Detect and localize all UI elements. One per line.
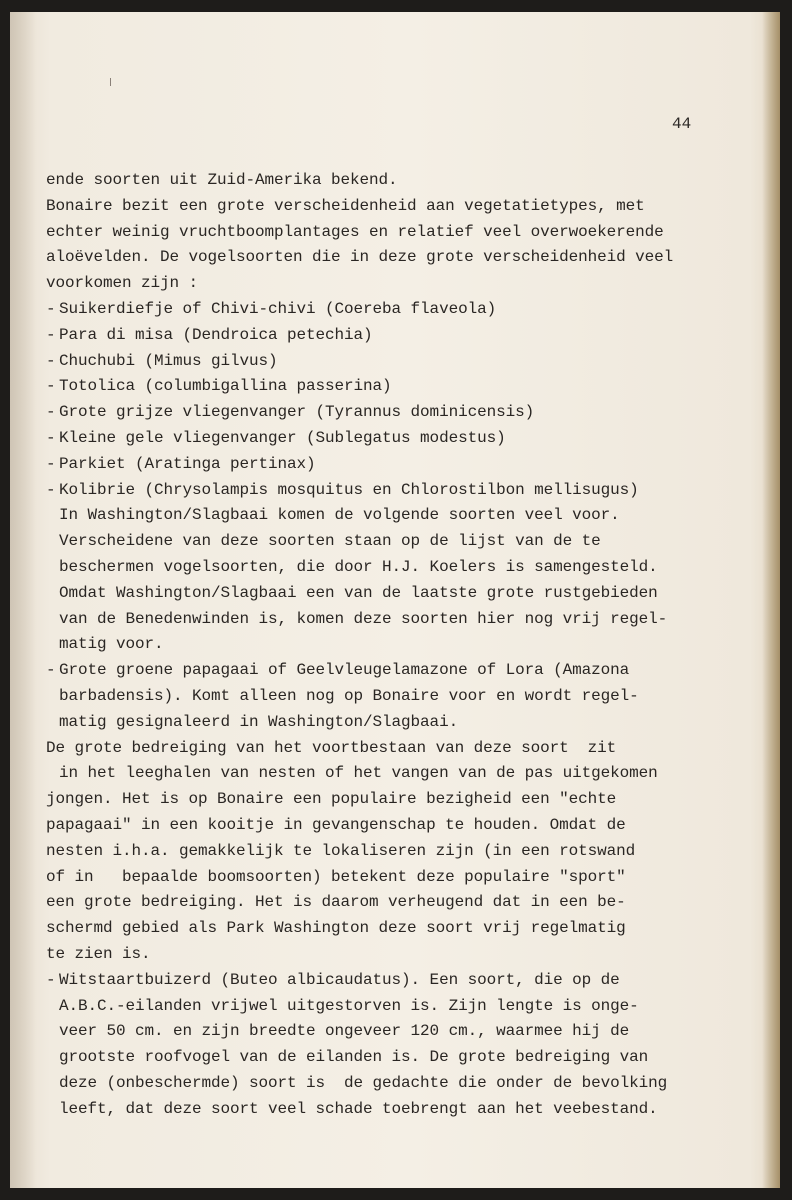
continuation-line: Verscheidene van deze soorten staan op de lijst van de te [59,532,601,551]
list-item: - Parkiet (Aratinga pertinax) [46,452,746,478]
intro-line: voorkomen zijn : [46,274,199,293]
list-item: - Chuchubi (Mimus gilvus) [46,349,746,375]
list-item: - Suikerdiefje of Chivi-chivi (Coereba flaveola) [46,297,746,323]
list-item-line: deze (onbeschermde) soort is de gedachte die onder de bevolking [59,1073,668,1092]
paragraph-line: of in bepaalde boomsoorten) betekent deze populaire "sport" [46,867,626,886]
list-item-text: Kleine gele vliegenvanger (Sublegatus modestus) [59,428,506,447]
list-item-line: veer 50 cm. en zijn breedte ongeveer 120 cm., waarmee hij de [59,1022,630,1041]
page-edge [762,12,780,1188]
list-item-buizerd: - Witstaartbuizerd (Buteo albicaudatus). Een soort, die op de [46,968,746,994]
list-item: - Grote grijze vliegenvanger (Tyrannus dominicensis) [46,400,746,426]
list-item-line: matig gesignaleerd in Washington/Slagbaai. [59,712,459,731]
continuation-line: Omdat Washington/Slagbaai een van de laatste grote rustgebieden [59,583,658,602]
page-number: 44 [672,115,692,133]
list-item-text: Suikerdiefje of Chivi-chivi (Coereba flaveola) [59,299,497,318]
list-item-text: Parkiet (Aratinga pertinax) [59,454,316,473]
list-item-text: Totolica (columbigallina passerina) [59,377,392,396]
binding-gutter [10,12,36,1188]
list-item: - Totolica (columbigallina passerina) [46,374,746,400]
list-item: - Kolibrie (Chrysolampis mosquitus en Chlorostilbon mellisugus) [46,478,746,504]
paragraph-line: een grote bedreiging. Het is daarom verheugend dat in een be- [46,893,626,912]
paragraph-line: te zien is. [46,944,151,963]
paragraph-line: nesten i.h.a. gemakkelijk te lokaliseren zijn (in een rotswand [46,841,636,860]
list-item-line: A.B.C.-eilanden vrijwel uitgestorven is. Zijn lengte is onge- [59,996,639,1015]
list-item-text: Grote groene papagaai of Geelvleugelamazone of Lora (Amazona [59,661,630,680]
intro-line: aloëvelden. De vogelsoorten die in deze grote verscheidenheid veel [46,248,674,267]
body-text [46,168,746,1122]
list-item-line: barbadensis). Komt alleen nog op Bonaire voor en wordt regel- [59,686,639,705]
paragraph-line: papagaai" in een kooitje in gevangenschap te houden. Omdat de [46,815,626,834]
list-item-text: Witstaartbuizerd (Buteo albicaudatus). Een soort, die op de [59,970,620,989]
list-item-text: Kolibrie (Chrysolampis mosquitus en Chlorostilbon mellisugus) [59,480,639,499]
list-item-line: leeft, dat deze soort veel schade toebrengt aan het veebestand. [59,1099,658,1118]
intro-line: echter weinig vruchtboomplantages en relatief veel overwoekerende [46,222,664,241]
paragraph-line: in het leeghalen van nesten of het vangen van de pas uitgekomen [59,764,658,783]
margin-mark [110,78,111,86]
list-item-text: Chuchubi (Mimus gilvus) [59,351,278,370]
continuation-line: In Washington/Slagbaai komen de volgende soorten veel voor. [59,506,620,525]
list-item: - Para di misa (Dendroica petechia) [46,323,746,349]
document-page [10,12,780,1188]
list-item: - Kleine gele vliegenvanger (Sublegatus modestus) [46,426,746,452]
continuation-line: beschermen vogelsoorten, die door H.J. Koelers is samengesteld. [59,557,658,576]
continuation-line: matig voor. [59,635,164,654]
paragraph-line: De grote bedreiging van het voortbestaan van deze soort zit [46,738,617,757]
list-item-text: Grote grijze vliegenvanger (Tyrannus dominicensis) [59,403,535,422]
intro-line: Bonaire bezit een grote verscheidenheid aan vegetatietypes, met [46,196,645,215]
paragraph-line: jongen. Het is op Bonaire een populaire bezigheid een "echte [46,790,617,809]
list-item-lora: - Grote groene papagaai of Geelvleugelamazone of Lora (Amazona [46,658,746,684]
intro-line: ende soorten uit Zuid-Amerika bekend. [46,171,398,189]
paragraph-line: schermd gebied als Park Washington deze soort vrij regelmatig [46,919,626,938]
list-item-text: Para di misa (Dendroica petechia) [59,325,373,344]
continuation-line: van de Benedenwinden is, komen deze soorten hier nog vrij regel- [59,609,668,628]
list-item-line: grootste roofvogel van de eilanden is. De grote bedreiging van [59,1048,649,1067]
